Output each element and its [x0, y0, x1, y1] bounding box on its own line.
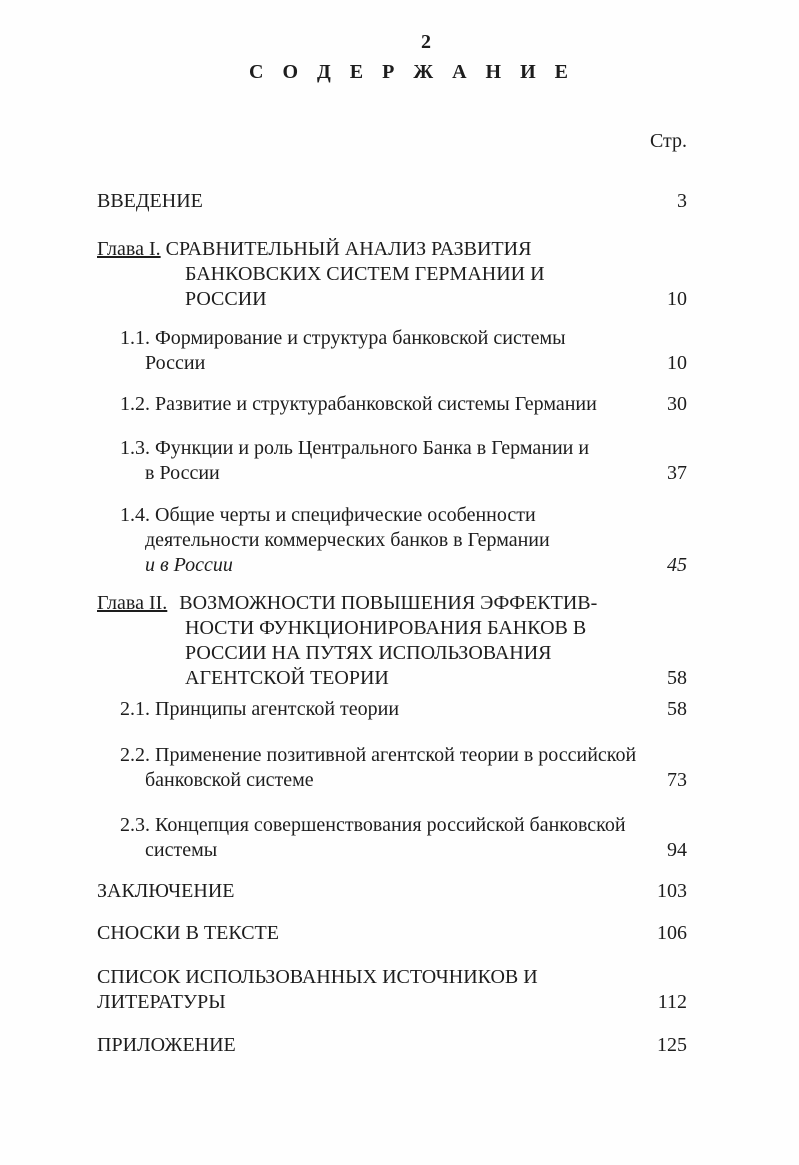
toc-entry-page: 58	[667, 698, 687, 720]
toc-entry-1-1	[97, 326, 687, 376]
page-number: 2	[421, 31, 431, 53]
section-title-line: Общие черты и специфические особенности	[155, 504, 536, 526]
toc-entry-bibliography	[97, 965, 687, 1015]
toc-entry-page: 10	[667, 352, 687, 374]
chapter-title-line: РОССИИ НА ПУТЯХ ИСПОЛЬЗОВАНИЯ	[185, 642, 552, 664]
toc-entry-page: 73	[667, 769, 687, 791]
toc-entry-title	[97, 392, 655, 417]
chapter-title-line: НОСТИ ФУНКЦИОНИРОВАНИЯ БАНКОВ В	[185, 617, 587, 639]
toc-entry-title	[97, 697, 655, 722]
toc-entry-page: 103	[657, 880, 687, 902]
toc-entry-appendix	[97, 1033, 687, 1058]
toc-entry-title	[97, 965, 646, 1015]
section-number: 1.1.	[120, 327, 150, 349]
toc-entry-title	[97, 503, 655, 578]
chapter-label: Глава I.	[97, 238, 161, 260]
toc-entry-chapter-1	[97, 237, 687, 312]
toc-entry-page: 106	[657, 922, 687, 944]
toc-entry-2-1	[97, 697, 687, 722]
page-title: С О Д Е Р Ж А Н И Е	[249, 61, 575, 83]
toc-entry-introduction	[97, 189, 687, 214]
toc-entry-conclusion	[97, 879, 687, 904]
toc-entry-title: ЗАКЛЮЧЕНИЕ	[97, 880, 235, 902]
toc-entry-page: 37	[667, 462, 687, 484]
page-column-header: Стр.	[649, 130, 687, 152]
toc-entry-page: 58	[667, 667, 687, 689]
toc-entry-title: ВВЕДЕНИЕ	[97, 190, 203, 212]
section-title-line: Принципы агентской теории	[155, 698, 400, 720]
entry-title-line: ЛИТЕРАТУРЫ	[97, 991, 226, 1013]
toc-entry-page: 3	[677, 190, 687, 212]
toc-entry-title	[97, 436, 655, 486]
section-number: 1.2.	[120, 393, 150, 415]
toc-entry-1-2	[97, 392, 687, 417]
toc-entry-page: 10	[667, 288, 687, 310]
toc-entry-footnotes	[97, 921, 687, 946]
section-title-line: и в России	[145, 554, 233, 576]
toc-entry-title	[97, 813, 655, 863]
toc-entry-1-3	[97, 436, 687, 486]
toc-entry-page: 30	[667, 393, 687, 415]
section-title-line: в России	[145, 462, 220, 484]
section-number: 2.1.	[120, 698, 150, 720]
section-title-line: Функции и роль Центрального Банка в Германии и	[155, 437, 590, 459]
toc-entry-title: ПРИЛОЖЕНИЕ	[97, 1034, 236, 1056]
chapter-title-line: АГЕНТСКОЙ ТЕОРИИ	[185, 667, 389, 689]
section-title-line: банковской системе	[145, 769, 314, 791]
entry-title-line: СПИСОК ИСПОЛЬЗОВАННЫХ ИСТОЧНИКОВ И	[97, 966, 538, 988]
chapter-title-line: БАНКОВСКИХ СИСТЕМ ГЕРМАНИИ И	[185, 263, 545, 285]
toc-entry-title	[97, 743, 655, 793]
toc-entry-2-2	[97, 743, 687, 793]
section-number: 1.4.	[120, 504, 150, 526]
toc-entry-page: 112	[657, 991, 687, 1013]
section-number: 1.3.	[120, 437, 150, 459]
section-title-line: Применение позитивной агентской теории в российской	[155, 744, 637, 766]
section-title-line: системы	[145, 839, 218, 861]
toc-entry-2-3	[97, 813, 687, 863]
toc-entry-chapter-2	[97, 591, 687, 691]
chapter-title-line: СРАВНИТЕЛЬНЫЙ АНАЛИЗ РАЗВИТИЯ	[165, 238, 532, 260]
toc-entry-page: 125	[657, 1034, 687, 1056]
section-title-line: деятельности коммерческих банков в Германии	[145, 529, 550, 551]
toc-entry-page: 94	[667, 839, 687, 861]
toc-entry-title: СНОСКИ В ТЕКСТЕ	[97, 922, 279, 944]
chapter-label: Глава II.	[97, 592, 168, 614]
toc-entry-page: 45	[667, 554, 687, 576]
section-title-line: России	[145, 352, 206, 374]
chapter-title-line: РОССИИ	[185, 288, 267, 310]
section-title-line: Формирование и структура банковской системы	[155, 327, 566, 349]
section-number: 2.2.	[120, 744, 150, 766]
section-number: 2.3.	[120, 814, 150, 836]
toc-entry-title	[97, 237, 655, 312]
toc-entry-title	[97, 591, 655, 691]
section-title-line: Развитие и структурабанковской системы Германии	[155, 393, 597, 415]
chapter-title-line: ВОЗМОЖНОСТИ ПОВЫШЕНИЯ ЭФФЕКТИВ-	[179, 592, 598, 614]
toc-entry-1-4	[97, 503, 687, 578]
section-title-line: Концепция совершенствования российской банковской	[155, 814, 626, 836]
toc-entry-title	[97, 326, 655, 376]
